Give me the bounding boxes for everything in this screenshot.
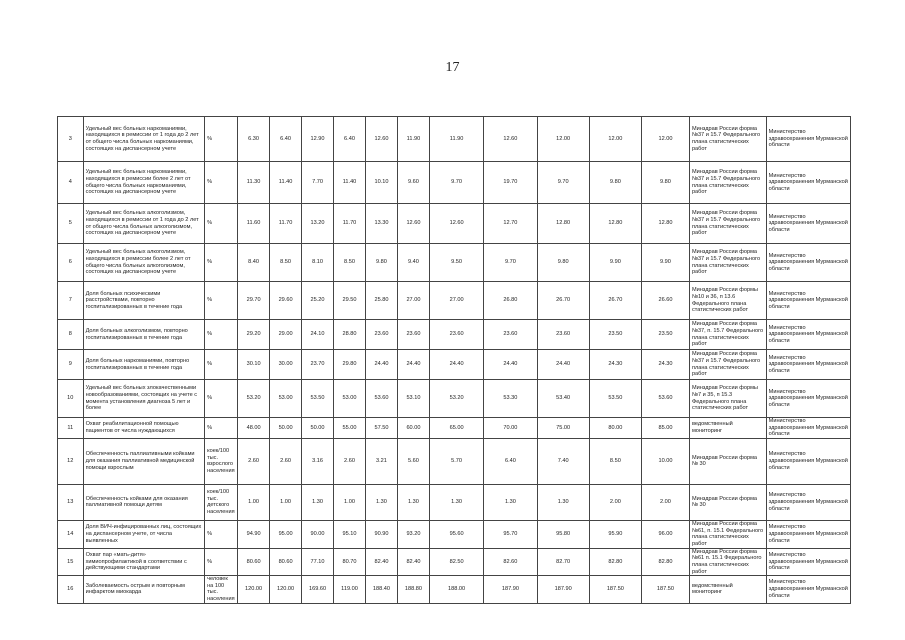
source: Минздрав России формы №10 и 36, п 13.6 Федерального плана статистических работ xyxy=(689,282,766,320)
responsible: Министерство здравоохранения Мурманской области xyxy=(766,380,850,418)
value-cell: 24.30 xyxy=(589,350,641,380)
indicator-name: Доля больных алкоголизмом, повторно госпитализированных в течение года xyxy=(83,320,205,350)
value-cell: 23.60 xyxy=(484,320,537,350)
table-row xyxy=(58,576,851,603)
table-row xyxy=(58,350,851,380)
table-row xyxy=(58,548,851,575)
value-cell: 28.80 xyxy=(334,320,366,350)
value-cell: 2.60 xyxy=(334,438,366,484)
source: Минздрав России форма №37 и 15.7 Федерального плана статистических работ xyxy=(689,350,766,380)
responsible: Министерство здравоохранения Мурманской области xyxy=(766,282,850,320)
value-cell: 119.00 xyxy=(334,576,366,603)
value-cell: 13.30 xyxy=(365,204,397,244)
value-cell: 12.90 xyxy=(302,117,334,162)
unit: % xyxy=(205,282,238,320)
value-cell: 8.10 xyxy=(302,244,334,282)
value-cell: 8.50 xyxy=(270,244,302,282)
source: ведомственный мониторинг xyxy=(689,418,766,439)
value-cell: 29.50 xyxy=(334,282,366,320)
unit: % xyxy=(205,350,238,380)
unit: % xyxy=(205,320,238,350)
value-cell: 187.90 xyxy=(484,576,537,603)
value-cell: 23.70 xyxy=(302,350,334,380)
unit: % xyxy=(205,204,238,244)
table-row xyxy=(58,320,851,350)
value-cell: 1.00 xyxy=(238,484,270,520)
value-cell: 9.70 xyxy=(484,244,537,282)
value-cell: 85.00 xyxy=(641,418,689,439)
value-cell: 11.40 xyxy=(334,162,366,204)
value-cell: 24.40 xyxy=(397,350,429,380)
value-cell: 25.80 xyxy=(365,282,397,320)
source: Минздрав России форма №61 п. 15.1 Федерального плана статистических работ xyxy=(689,548,766,575)
source: Минздрав России форма №37, п. 15.7 Федерального плана статистических работ xyxy=(689,320,766,350)
value-cell: 9.80 xyxy=(537,244,589,282)
value-cell: 7.70 xyxy=(302,162,334,204)
value-cell: 26.60 xyxy=(641,282,689,320)
value-cell: 187.90 xyxy=(537,576,589,603)
responsible: Министерство здравоохранения Мурманской области xyxy=(766,438,850,484)
source: Минздрав России форма №37 и 15.7 Федерального плана статистических работ xyxy=(689,117,766,162)
value-cell: 120.00 xyxy=(270,576,302,603)
value-cell: 11.40 xyxy=(270,162,302,204)
value-cell: 10.10 xyxy=(365,162,397,204)
table-row xyxy=(58,244,851,282)
row-number: 3 xyxy=(58,117,84,162)
value-cell: 2.60 xyxy=(238,438,270,484)
value-cell: 23.50 xyxy=(589,320,641,350)
value-cell: 53.50 xyxy=(302,380,334,418)
table-row xyxy=(58,380,851,418)
source: Минздрав России форма №37 и 15.7 Федерального плана статистических работ xyxy=(689,162,766,204)
value-cell: 187.50 xyxy=(589,576,641,603)
row-number: 14 xyxy=(58,520,84,548)
indicators-table xyxy=(57,116,851,604)
value-cell: 9.80 xyxy=(641,162,689,204)
value-cell: 82.50 xyxy=(429,548,483,575)
value-cell: 48.00 xyxy=(238,418,270,439)
value-cell: 24.10 xyxy=(302,320,334,350)
value-cell: 80.60 xyxy=(238,548,270,575)
source: Минздрав России форма №37 и 15.7 Федерального плана статистических работ xyxy=(689,204,766,244)
value-cell: 12.60 xyxy=(397,204,429,244)
responsible: Министерство здравоохранения Мурманской области xyxy=(766,576,850,603)
responsible: Министерство здравоохранения Мурманской области xyxy=(766,484,850,520)
row-number: 10 xyxy=(58,380,84,418)
table-row xyxy=(58,520,851,548)
value-cell: 57.50 xyxy=(365,418,397,439)
value-cell: 95.00 xyxy=(270,520,302,548)
indicator-name: Доля ВИЧ-инфицированных лиц, состоящих на диспансерном учете, от числа выявленных xyxy=(83,520,205,548)
indicator-name: Доля больных наркоманиями, повторно госпитализированных в течение года xyxy=(83,350,205,380)
value-cell: 30.00 xyxy=(270,350,302,380)
value-cell: 90.90 xyxy=(365,520,397,548)
unit: % xyxy=(205,380,238,418)
value-cell: 82.40 xyxy=(365,548,397,575)
unit: % xyxy=(205,520,238,548)
source: Минздрав России форма № 30 xyxy=(689,484,766,520)
row-number: 4 xyxy=(58,162,84,204)
value-cell: 90.00 xyxy=(302,520,334,548)
table-row xyxy=(58,484,851,520)
value-cell: 26.70 xyxy=(537,282,589,320)
value-cell: 82.80 xyxy=(589,548,641,575)
row-number: 13 xyxy=(58,484,84,520)
row-number: 6 xyxy=(58,244,84,282)
row-number: 11 xyxy=(58,418,84,439)
value-cell: 23.50 xyxy=(641,320,689,350)
row-number: 12 xyxy=(58,438,84,484)
value-cell: 29.80 xyxy=(334,350,366,380)
value-cell: 27.00 xyxy=(397,282,429,320)
value-cell: 80.60 xyxy=(270,548,302,575)
value-cell: 12.80 xyxy=(641,204,689,244)
row-number: 5 xyxy=(58,204,84,244)
value-cell: 80.70 xyxy=(334,548,366,575)
value-cell: 96.00 xyxy=(641,520,689,548)
value-cell: 12.80 xyxy=(589,204,641,244)
unit: % xyxy=(205,548,238,575)
value-cell: 53.20 xyxy=(429,380,483,418)
unit: коек/100 тыс. взрослого населения xyxy=(205,438,238,484)
value-cell: 9.80 xyxy=(365,244,397,282)
value-cell: 53.10 xyxy=(397,380,429,418)
indicator-name: Удельный вес больных злокачественными новообразованиями, состоящих на учете с момента установления диагноза 5 лет и более xyxy=(83,380,205,418)
value-cell: 3.16 xyxy=(302,438,334,484)
indicator-name: Удельный вес больных алкоголизмом, находящихся в ремиссии от 1 года до 2 лет от общего числа больных алкоголизмом, состоящих на диспансерном учете xyxy=(83,204,205,244)
value-cell: 12.60 xyxy=(429,204,483,244)
value-cell: 23.60 xyxy=(397,320,429,350)
value-cell: 80.00 xyxy=(589,418,641,439)
indicator-name: Охват реабилитационной помощью пациентов от числа нуждающихся xyxy=(83,418,205,439)
value-cell: 1.30 xyxy=(365,484,397,520)
unit: коек/100 тыс. детского населения xyxy=(205,484,238,520)
value-cell: 77.10 xyxy=(302,548,334,575)
value-cell: 9.90 xyxy=(641,244,689,282)
value-cell: 11.90 xyxy=(397,117,429,162)
value-cell: 120.00 xyxy=(238,576,270,603)
indicator-name: Доля больных психическими расстройствами, повторно госпитализированных в течение года xyxy=(83,282,205,320)
source: ведомственный мониторинг xyxy=(689,576,766,603)
indicator-name: Охват пар «мать-дитя» химиопрофилактикой в соответствии с действующими стандартами xyxy=(83,548,205,575)
value-cell: 6.40 xyxy=(270,117,302,162)
value-cell: 29.20 xyxy=(238,320,270,350)
source: Минздрав России форма №37 и 15.7 Федерального плана статистических работ xyxy=(689,244,766,282)
value-cell: 12.60 xyxy=(365,117,397,162)
value-cell: 9.70 xyxy=(429,162,483,204)
row-number: 9 xyxy=(58,350,84,380)
value-cell: 53.60 xyxy=(365,380,397,418)
value-cell: 12.00 xyxy=(641,117,689,162)
source: Минздрав России форма №61, п. 15.1 Федерального плана статистических работ xyxy=(689,520,766,548)
value-cell: 30.10 xyxy=(238,350,270,380)
value-cell: 1.30 xyxy=(537,484,589,520)
table-row xyxy=(58,282,851,320)
value-cell: 8.50 xyxy=(334,244,366,282)
value-cell: 11.70 xyxy=(334,204,366,244)
value-cell: 95.90 xyxy=(589,520,641,548)
value-cell: 24.30 xyxy=(641,350,689,380)
value-cell: 29.60 xyxy=(270,282,302,320)
indicator-name: Обеспеченность койками для оказания паллиативной помощи детям xyxy=(83,484,205,520)
unit: % xyxy=(205,244,238,282)
table-row xyxy=(58,204,851,244)
responsible: Министерство здравоохранения Мурманской области xyxy=(766,520,850,548)
value-cell: 1.30 xyxy=(429,484,483,520)
value-cell: 12.00 xyxy=(537,117,589,162)
table-row xyxy=(58,162,851,204)
value-cell: 29.00 xyxy=(270,320,302,350)
value-cell: 24.40 xyxy=(484,350,537,380)
value-cell: 7.40 xyxy=(537,438,589,484)
value-cell: 82.80 xyxy=(641,548,689,575)
unit: % xyxy=(205,162,238,204)
value-cell: 23.60 xyxy=(429,320,483,350)
indicator-name: Обеспеченность паллиативными койками для оказания паллиативной медицинской помощи взрослым xyxy=(83,438,205,484)
value-cell: 188.40 xyxy=(365,576,397,603)
value-cell: 9.40 xyxy=(397,244,429,282)
value-cell: 2.60 xyxy=(270,438,302,484)
value-cell: 95.80 xyxy=(537,520,589,548)
value-cell: 29.70 xyxy=(238,282,270,320)
value-cell: 1.00 xyxy=(270,484,302,520)
responsible: Министерство здравоохранения Мурманской области xyxy=(766,548,850,575)
value-cell: 50.00 xyxy=(302,418,334,439)
page-number: 17 xyxy=(445,60,460,75)
value-cell: 1.30 xyxy=(397,484,429,520)
value-cell: 75.00 xyxy=(537,418,589,439)
value-cell: 5.60 xyxy=(397,438,429,484)
value-cell: 82.40 xyxy=(397,548,429,575)
row-number: 8 xyxy=(58,320,84,350)
value-cell: 5.70 xyxy=(429,438,483,484)
row-number: 7 xyxy=(58,282,84,320)
value-cell: 53.00 xyxy=(334,380,366,418)
value-cell: 82.60 xyxy=(484,548,537,575)
value-cell: 19.70 xyxy=(484,162,537,204)
value-cell: 11.30 xyxy=(238,162,270,204)
unit: % xyxy=(205,117,238,162)
value-cell: 9.80 xyxy=(589,162,641,204)
value-cell: 6.30 xyxy=(238,117,270,162)
unit: человек на 100 тыс. населения xyxy=(205,576,238,603)
value-cell: 24.40 xyxy=(365,350,397,380)
value-cell: 11.60 xyxy=(238,204,270,244)
value-cell: 95.70 xyxy=(484,520,537,548)
value-cell: 53.60 xyxy=(641,380,689,418)
value-cell: 8.50 xyxy=(589,438,641,484)
value-cell: 27.00 xyxy=(429,282,483,320)
responsible: Министерство здравоохранения Мурманской области xyxy=(766,244,850,282)
value-cell: 50.00 xyxy=(270,418,302,439)
value-cell: 23.60 xyxy=(537,320,589,350)
table-row xyxy=(58,418,851,439)
value-cell: 53.20 xyxy=(238,380,270,418)
indicator-name: Заболеваемость острым и повторным инфарктом миокарда xyxy=(83,576,205,603)
unit: % xyxy=(205,418,238,439)
value-cell: 9.90 xyxy=(589,244,641,282)
source: Минздрав России формы №7 и 35, п 15.3 Федерального плана статистических работ xyxy=(689,380,766,418)
table-row xyxy=(58,438,851,484)
responsible: Министерство здравоохранения Мурманской области xyxy=(766,350,850,380)
value-cell: 9.50 xyxy=(429,244,483,282)
value-cell: 95.10 xyxy=(334,520,366,548)
table-row xyxy=(58,117,851,162)
value-cell: 65.00 xyxy=(429,418,483,439)
value-cell: 25.20 xyxy=(302,282,334,320)
value-cell: 1.00 xyxy=(334,484,366,520)
value-cell: 60.00 xyxy=(397,418,429,439)
value-cell: 3.21 xyxy=(365,438,397,484)
value-cell: 169.60 xyxy=(302,576,334,603)
indicator-name: Удельный вес больных наркоманиями, находящихся в ремиссии более 2 лет от общего числа больных наркоманиями, состоящих на диспансерном учете xyxy=(83,162,205,204)
value-cell: 53.50 xyxy=(589,380,641,418)
value-cell: 12.60 xyxy=(484,117,537,162)
value-cell: 188.80 xyxy=(397,576,429,603)
value-cell: 10.00 xyxy=(641,438,689,484)
value-cell: 82.70 xyxy=(537,548,589,575)
value-cell: 9.70 xyxy=(537,162,589,204)
value-cell: 24.40 xyxy=(537,350,589,380)
value-cell: 2.00 xyxy=(589,484,641,520)
value-cell: 13.20 xyxy=(302,204,334,244)
responsible: Министерство здравоохранения Мурманской области xyxy=(766,204,850,244)
value-cell: 94.90 xyxy=(238,520,270,548)
responsible: Министерство здравоохранения Мурманской области xyxy=(766,117,850,162)
value-cell: 53.00 xyxy=(270,380,302,418)
value-cell: 12.70 xyxy=(484,204,537,244)
value-cell: 93.20 xyxy=(397,520,429,548)
row-number: 16 xyxy=(58,576,84,603)
value-cell: 12.00 xyxy=(589,117,641,162)
indicator-name: Удельный вес больных алкоголизмом, находящихся в ремиссии более 2 лет от общего числа больных алкоголизмом, состоящих на диспансерном учете xyxy=(83,244,205,282)
value-cell: 6.40 xyxy=(484,438,537,484)
value-cell: 188.00 xyxy=(429,576,483,603)
value-cell: 1.30 xyxy=(484,484,537,520)
value-cell: 53.30 xyxy=(484,380,537,418)
responsible: Министерство здравоохранения Мурманской области xyxy=(766,162,850,204)
value-cell: 1.30 xyxy=(302,484,334,520)
value-cell: 2.00 xyxy=(641,484,689,520)
responsible: Министерство здравоохранения Мурманской области xyxy=(766,320,850,350)
value-cell: 8.40 xyxy=(238,244,270,282)
value-cell: 23.60 xyxy=(365,320,397,350)
indicator-name: Удельный вес больных наркоманиями, находящихся в ремиссии от 1 года до 2 лет от общего числа больных наркоманиями, состоящих на диспансерном учете xyxy=(83,117,205,162)
value-cell: 24.40 xyxy=(429,350,483,380)
responsible: Министерство здравоохранения Мурманской области xyxy=(766,418,850,439)
value-cell: 11.70 xyxy=(270,204,302,244)
value-cell: 70.00 xyxy=(484,418,537,439)
value-cell: 26.80 xyxy=(484,282,537,320)
value-cell: 9.60 xyxy=(397,162,429,204)
value-cell: 6.40 xyxy=(334,117,366,162)
row-number: 15 xyxy=(58,548,84,575)
source: Минздрав России форма № 30 xyxy=(689,438,766,484)
value-cell: 11.90 xyxy=(429,117,483,162)
value-cell: 26.70 xyxy=(589,282,641,320)
value-cell: 53.40 xyxy=(537,380,589,418)
value-cell: 95.60 xyxy=(429,520,483,548)
value-cell: 55.00 xyxy=(334,418,366,439)
value-cell: 12.80 xyxy=(537,204,589,244)
value-cell: 187.50 xyxy=(641,576,689,603)
